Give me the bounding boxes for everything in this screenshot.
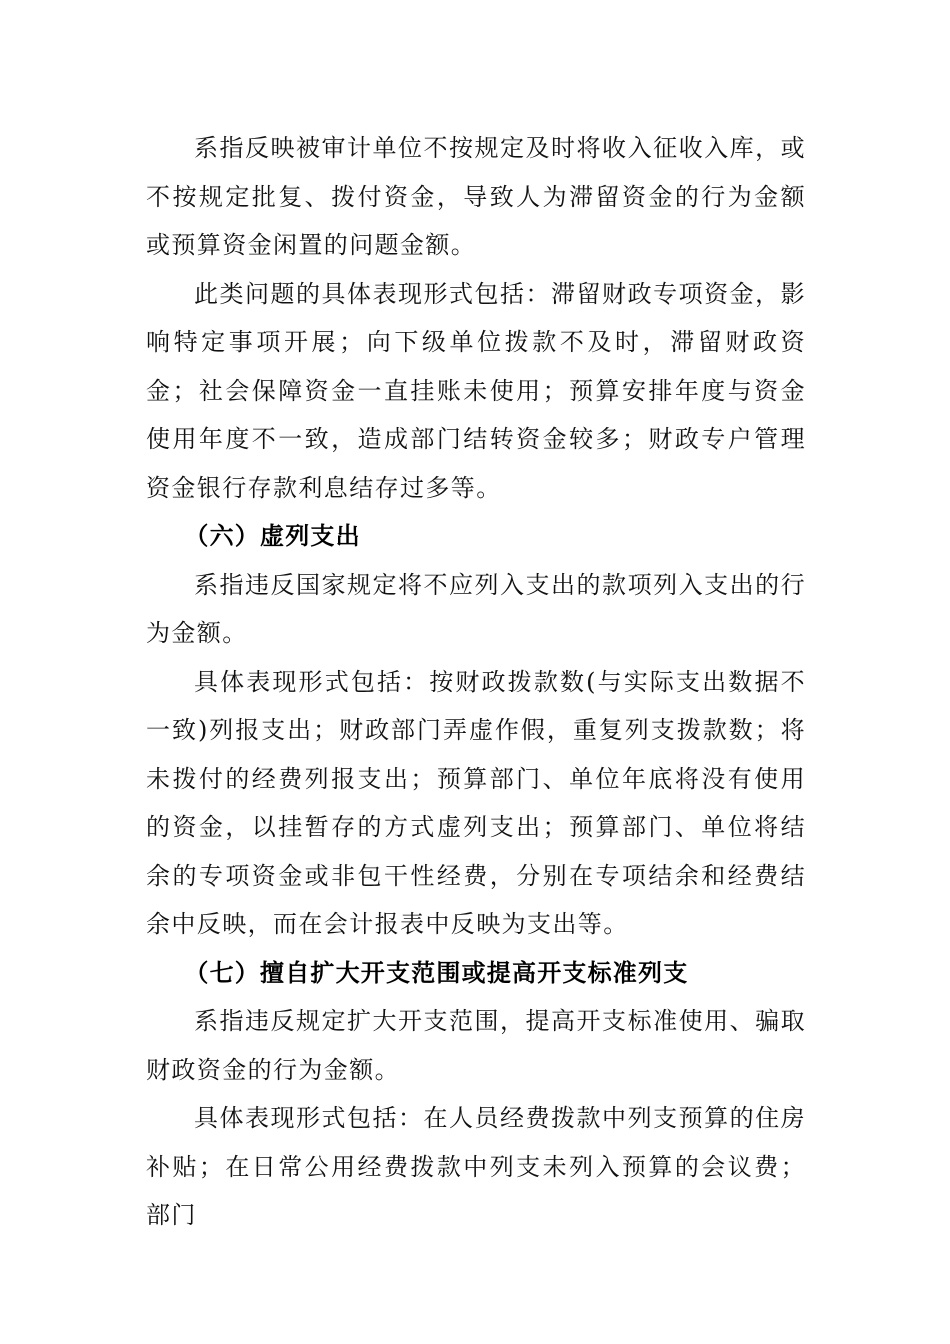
paragraph-false-expenditure-forms: 具体表现形式包括：按财政拨款数(与实际支出数据不一致)列报支出；财政部门弄虚作假，重复列支拨款数；将未拨付的经费列报支出；预算部门、单位年底将没有使用的资金，以挂暂存的方式虚列支出；预算部门、单位将结余的专项资金或非包干性经费，分别在专项结余和经费结余中反映，而在会计报表中反映为支出等。 <box>146 667 806 938</box>
paragraph-retained-funds-forms: 此类问题的具体表现形式包括：滞留财政专项资金，影响特定事项开展；向下级单位拨款不及时，滞留财政资金；社会保障资金一直挂账未使用；预算安排年度与资金使用年度不一致，造成部门结转资金较多；财政专户管理资金银行存款利息结存过多等。 <box>146 279 806 502</box>
paragraph-false-expenditure-definition: 系指违反国家规定将不应列入支出的款项列入支出的行为金额。 <box>146 570 806 647</box>
paragraph-expanded-scope-definition: 系指违反规定扩大开支范围，提高开支标准使用、骗取财政资金的行为金额。 <box>146 1007 806 1084</box>
section-heading-6: （六）虚列支出 <box>184 522 361 550</box>
paragraph-expanded-scope-forms: 具体表现形式包括：在人员经费拨款中列支预算的住房补贴；在日常公用经费拨款中列支未列入预算的会议费；部门 <box>146 1104 806 1229</box>
paragraph-retained-funds-definition: 系指反映被审计单位不按规定及时将收入征收入库，或不按规定批复、拨付资金，导致人为滞留资金的行为金额或预算资金闲置的问题金额。 <box>146 134 806 259</box>
section-heading-7: （七）擅自扩大开支范围或提高开支标准列支 <box>184 958 689 987</box>
document-body <box>146 124 806 1240</box>
